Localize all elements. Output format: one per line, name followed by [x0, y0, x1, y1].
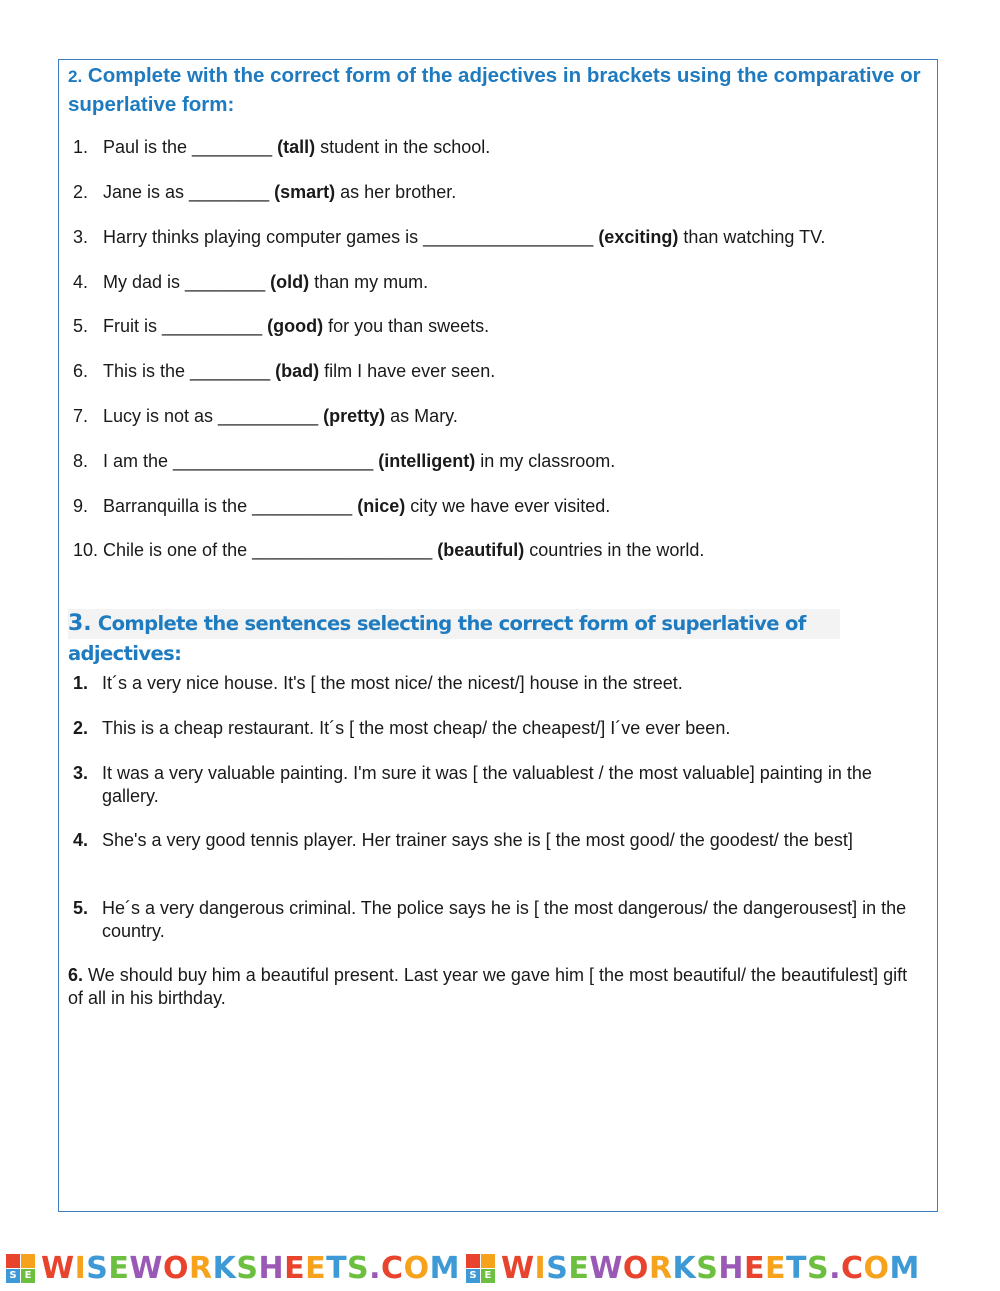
item-prefix: Barranquilla is the __________: [103, 496, 358, 516]
item-text: [103, 226, 825, 249]
section-2-number: 2.: [68, 67, 83, 86]
item-number: 6.: [68, 965, 84, 985]
item-prefix: This is the ________: [103, 361, 276, 381]
item-text: She's a very good tennis player. Her trainer says she is [ the most good/ the goodest/ the best]: [102, 830, 853, 850]
item-suffix: than watching TV.: [678, 227, 826, 247]
item-number: 1.: [73, 673, 89, 693]
item-text: [103, 181, 456, 204]
item-number: 1.: [73, 137, 89, 157]
item-number: 2.: [73, 182, 89, 202]
item-number: 3.: [73, 227, 89, 247]
item-hint: (bad): [275, 361, 320, 381]
item-number: 10.: [73, 540, 99, 560]
item-suffix: for you than sweets.: [323, 316, 490, 336]
item-hint: (old): [270, 272, 310, 292]
item-prefix: Chile is one of the __________________: [103, 540, 438, 560]
section-2-title: Complete with the correct form of the adjectives in brackets using the comparative or superlative form:: [68, 64, 921, 116]
item-prefix: My dad is ________: [103, 272, 271, 292]
item-suffix: as her brother.: [335, 182, 457, 202]
section-3-number: 3.: [68, 611, 92, 636]
item-number: 6.: [73, 361, 89, 381]
item-hint: (good): [267, 316, 324, 336]
item-suffix: student in the school.: [315, 137, 491, 157]
item-prefix: I am the ____________________: [103, 451, 379, 471]
item-number: 8.: [73, 451, 89, 471]
section-2-heading: [68, 62, 928, 119]
watermark-text: WISEWORKSHEETS.COM: [500, 1250, 920, 1286]
item-hint: (nice): [357, 496, 406, 516]
item-suffix: than my mum.: [309, 272, 429, 292]
item-hint: (exciting): [598, 227, 679, 247]
item-number: 4.: [73, 272, 89, 292]
item-hint: (beautiful): [437, 540, 525, 560]
item-hint: (smart): [274, 182, 336, 202]
item-number: 5.: [73, 898, 89, 918]
item-suffix: as Mary.: [385, 406, 458, 426]
item-suffix: countries in the world.: [524, 540, 705, 560]
item-prefix: Paul is the ________: [103, 137, 278, 157]
item-number: 5.: [73, 316, 89, 336]
item-number: 9.: [73, 496, 89, 516]
section-3-title: Complete the sentences selecting the correct form of superlative of adjectives:: [68, 612, 806, 665]
watermark-footer: [0, 1248, 1000, 1288]
item-suffix: film I have ever seen.: [319, 361, 496, 381]
item-suffix: city we have ever visited.: [405, 496, 611, 516]
item-hint: (pretty): [323, 406, 386, 426]
item-text: [103, 315, 489, 338]
item-prefix: Lucy is not as __________: [103, 406, 324, 426]
item-text: [103, 539, 704, 562]
wise-badge-icon: S E: [6, 1254, 35, 1283]
item-text: This is a cheap restaurant. It´s [ the most cheap/ the cheapest/] I´ve ever been.: [102, 718, 731, 738]
item-text: [103, 271, 428, 294]
item-number: 7.: [73, 406, 89, 426]
watermark-logo: [0, 1248, 460, 1288]
item-text: [103, 450, 615, 473]
item-text: It was a very valuable painting. I'm sure it was [ the valuablest / the most valuable] painting in the gallery.: [102, 763, 872, 806]
item-text: He´s a very dangerous criminal. The police says he is [ the most dangerous/ the dangerousest] in the country.: [102, 898, 907, 941]
section-3-heading: [68, 609, 840, 665]
item-text: [103, 360, 495, 383]
watermark-logo: [460, 1248, 920, 1288]
item-text: [103, 136, 490, 159]
item-number: 2.: [73, 718, 89, 738]
item-number: 3.: [73, 763, 89, 783]
item-text: It´s a very nice house. It's [ the most nice/ the nicest/] house in the street.: [102, 673, 683, 693]
item-prefix: Harry thinks playing computer games is _________________: [103, 227, 599, 247]
item-number: 4.: [73, 830, 89, 850]
item-hint: (tall): [277, 137, 316, 157]
item-hint: (intelligent): [378, 451, 476, 471]
item-suffix: in my classroom.: [475, 451, 616, 471]
watermark-text: WISEWORKSHEETS.COM: [41, 1250, 460, 1286]
worksheet-frame: [58, 59, 938, 1212]
item-prefix: Jane is as ________: [103, 182, 275, 202]
item-text: [103, 405, 458, 428]
item-text: [103, 495, 610, 518]
section-3-item-6: [68, 964, 908, 1010]
wise-badge-icon: S E: [466, 1254, 495, 1283]
item-text: We should buy him a beautiful present. Last year we gave him [ the most beautiful/ the beautifulest] gift of all in his birthday.: [68, 965, 908, 1008]
item-prefix: Fruit is __________: [103, 316, 268, 336]
